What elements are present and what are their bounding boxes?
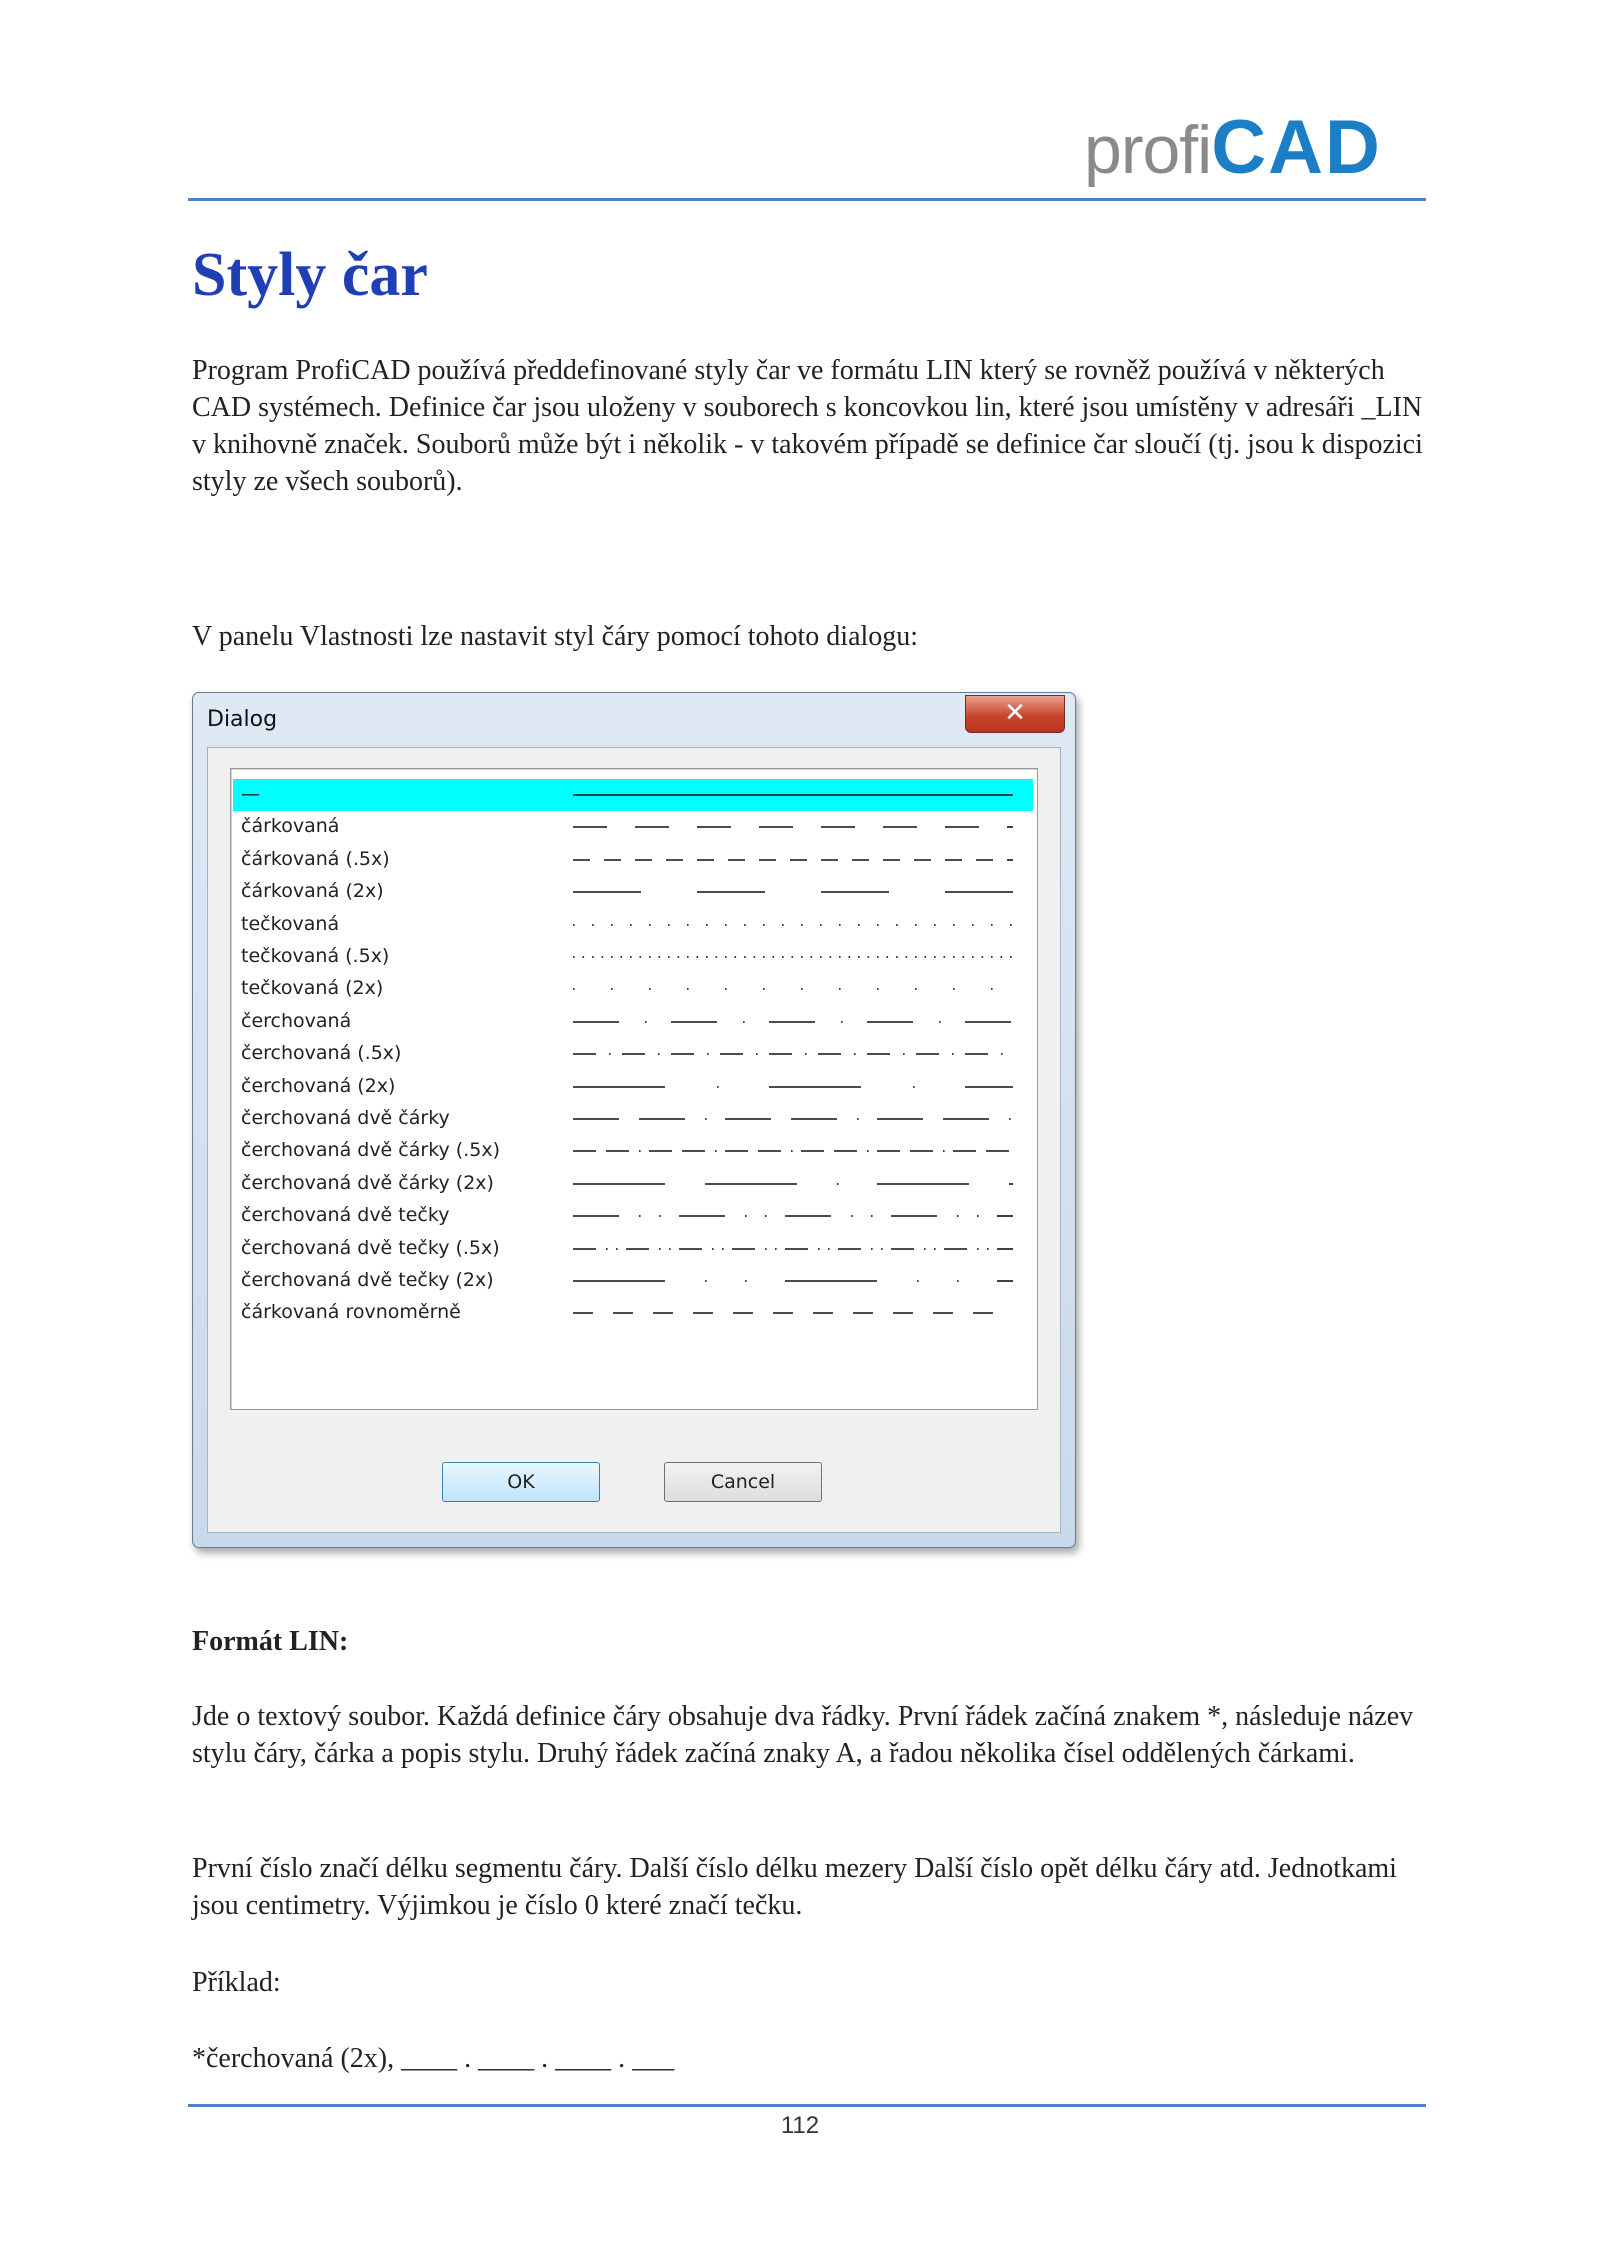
line-dot [649, 924, 651, 926]
line-dot [616, 1248, 618, 1250]
line-dot [735, 956, 737, 958]
line-dot [791, 1151, 793, 1153]
line-dot [830, 956, 832, 958]
line-dot [857, 1118, 859, 1120]
line-dot [982, 956, 984, 958]
line-dot [697, 956, 699, 958]
line-dot [756, 1053, 758, 1055]
line-dot [573, 956, 575, 958]
line-dot [1009, 1118, 1011, 1120]
line-dot [820, 924, 822, 926]
line-style-item[interactable] [233, 1297, 1033, 1329]
line-style-name: čárkovaná (.5x) [241, 847, 390, 870]
line-style-item[interactable] [233, 876, 1033, 908]
line-dot [917, 1280, 919, 1282]
line-dot [903, 1053, 905, 1055]
line-dot [765, 1248, 767, 1250]
line-dot [706, 956, 708, 958]
ok-button[interactable]: OK [442, 1462, 600, 1502]
line-dot [765, 1215, 767, 1217]
line-dot [725, 924, 727, 926]
line-style-preview [573, 876, 1013, 908]
line-style-name: čárkovaná (2x) [241, 880, 384, 903]
line-dot [707, 1053, 709, 1055]
line-style-item[interactable] [233, 973, 1033, 1005]
line-dot [715, 1151, 717, 1153]
line-dot [744, 924, 746, 926]
line-dot [801, 956, 803, 958]
line-dot [811, 956, 813, 958]
line-style-name: čerchovaná [241, 1009, 352, 1032]
line-dot [828, 1248, 830, 1250]
line-dot [925, 956, 927, 958]
line-dot [839, 956, 841, 958]
panel-paragraph: V panelu Vlastnosti lze nastavit styl čáry pomocí tohoto dialogu: [192, 621, 919, 652]
line-dot [987, 1248, 989, 1250]
line-dot [943, 1151, 945, 1153]
line-dot [678, 956, 680, 958]
line-dot [805, 1053, 807, 1055]
line-dot [621, 956, 623, 958]
line-style-name: tečkovaná (2x) [241, 977, 384, 1000]
line-style-preview [573, 779, 1013, 811]
line-dot [606, 1248, 608, 1250]
line-style-dialog [192, 692, 1076, 1548]
line-dot [775, 1248, 777, 1250]
footer-rule [188, 2104, 1426, 2107]
line-dot [991, 956, 993, 958]
line-dot [745, 1280, 747, 1282]
line-dot [1001, 1053, 1003, 1055]
line-style-item[interactable] [233, 779, 1033, 811]
line-style-item[interactable] [233, 1200, 1033, 1232]
line-style-item[interactable] [233, 1233, 1033, 1265]
line-dot [668, 924, 670, 926]
line-dot [630, 924, 632, 926]
line-dot [939, 1021, 941, 1023]
line-style-preview [573, 941, 1013, 973]
line-dot [573, 989, 575, 991]
line-dot [858, 924, 860, 926]
line-dot [868, 956, 870, 958]
line-dot [630, 956, 632, 958]
line-style-item[interactable] [233, 1103, 1033, 1135]
line-style-item[interactable] [233, 1071, 1033, 1103]
line-dot [611, 989, 613, 991]
logo-cad-text: CAD [1211, 105, 1382, 190]
line-style-preview [573, 1103, 1013, 1135]
line-dot [717, 1086, 719, 1088]
line-style-item[interactable] [233, 1006, 1033, 1038]
line-dot [658, 1053, 660, 1055]
line-dot [877, 956, 879, 958]
line-style-name: čerchovaná dvě tečky [241, 1204, 450, 1227]
line-style-item[interactable] [233, 941, 1033, 973]
line-dot [573, 924, 575, 926]
example-label: Příklad: [192, 1967, 281, 1998]
line-dot [659, 1248, 661, 1250]
line-style-name: čerchovaná (2x) [241, 1074, 396, 1097]
line-dot [705, 1118, 707, 1120]
line-style-item[interactable] [233, 1135, 1033, 1167]
line-style-item[interactable] [233, 1168, 1033, 1200]
page-title: Styly čar [192, 241, 428, 309]
line-dot [841, 1021, 843, 1023]
line-dot [716, 956, 718, 958]
line-dot [659, 956, 661, 958]
line-style-name: čerchovaná dvě čárky (2x) [241, 1171, 494, 1194]
line-style-item[interactable] [233, 909, 1033, 941]
line-dot [669, 1248, 671, 1250]
line-dot [871, 1215, 873, 1217]
intro-paragraph: Program ProfiCAD používá předdefinované styly čar ve formátu LIN který se rovněž používá v některých CAD systémech. Definice čar jsou uloženy v souborech s koncovkou lin, které jsou umístěny v adresáři _LIN v knihovně značek. Souborů může být i několik - v takovém případě se definice čar sloučí (tj. jsou k dispozici styly ze všech souborů). [192, 355, 1423, 497]
line-style-preview [573, 1168, 1013, 1200]
line-style-item[interactable] [233, 811, 1033, 843]
line-dot [763, 956, 765, 958]
format-heading: Formát LIN: [192, 1626, 349, 1657]
line-style-preview [573, 1135, 1013, 1167]
line-style-item[interactable] [233, 1265, 1033, 1297]
line-dot [977, 1248, 979, 1250]
line-style-list[interactable] [230, 768, 1038, 1410]
line-dot [639, 1151, 641, 1153]
line-dot [944, 956, 946, 958]
line-style-name: čerchovaná dvě čárky (.5x) [241, 1139, 500, 1162]
line-dot [592, 924, 594, 926]
line-dot [649, 956, 651, 958]
line-dot [957, 1215, 959, 1217]
line-dot [743, 1021, 745, 1023]
format-paragraph-2: První číslo značí délku segmentu čáry. Další číslo délku mezery Další číslo opět délku čáry atd. Jednotkami jsou centimetry. Výjimkou je číslo 0 které značí tečku. [192, 1853, 1397, 1921]
line-dot [896, 956, 898, 958]
line-dot [837, 1183, 839, 1185]
line-style-preview [573, 909, 1013, 941]
line-dot [839, 924, 841, 926]
line-dot [972, 956, 974, 958]
line-dot [706, 924, 708, 926]
line-style-preview [573, 1071, 1013, 1103]
line-style-name: čerchovaná (.5x) [241, 1042, 402, 1065]
line-dot [877, 924, 879, 926]
line-dot [801, 989, 803, 991]
line-dot [712, 1248, 714, 1250]
line-dot [792, 956, 794, 958]
line-style-name: — [241, 783, 260, 805]
format-paragraph-1: Jde o textový soubor. Každá definice čáry obsahuje dva řádky. První řádek začíná znakem *, následuje název stylu čáry, čárka a popis stylu. Druhý řádek začíná znaky A, a řadou několika čísel oddělených čárkami. [192, 1701, 1414, 1769]
line-dot [722, 1248, 724, 1250]
line-dot [991, 924, 993, 926]
line-style-name: tečkovaná (.5x) [241, 945, 390, 967]
line-dot [611, 924, 613, 926]
line-dot [896, 924, 898, 926]
dialog-title: Dialog [207, 707, 278, 732]
line-style-name: čárkovaná [241, 815, 340, 838]
line-dot [645, 1021, 647, 1023]
line-style-item[interactable] [233, 844, 1033, 876]
header-rule [188, 198, 1426, 201]
line-dot [1010, 956, 1012, 958]
line-dot [851, 1215, 853, 1217]
line-dot [906, 956, 908, 958]
line-dot [659, 1215, 661, 1217]
line-dot [782, 924, 784, 926]
line-dot [1010, 924, 1012, 926]
line-dot [592, 956, 594, 958]
line-dot [963, 956, 965, 958]
line-dot [820, 956, 822, 958]
line-dot [611, 956, 613, 958]
logo-profi-text: profi [1084, 112, 1212, 188]
line-dot [871, 1248, 873, 1250]
line-style-preview [573, 1265, 1013, 1297]
line-dot [649, 989, 651, 991]
page-number: 112 [780, 2112, 820, 2139]
line-style-preview [573, 1006, 1013, 1038]
line-dot [953, 924, 955, 926]
line-dot [640, 956, 642, 958]
line-style-preview [573, 811, 1013, 843]
line-dot [877, 989, 879, 991]
line-style-name: čárkovaná rovnoměrně [241, 1301, 461, 1324]
line-dot [639, 1215, 641, 1217]
line-dot [745, 1215, 747, 1217]
line-dot [854, 1053, 856, 1055]
line-dot [913, 1086, 915, 1088]
line-style-preview [573, 973, 1013, 1005]
line-dot [887, 956, 889, 958]
line-dot [818, 1248, 820, 1250]
line-dot [725, 956, 727, 958]
line-dot [915, 956, 917, 958]
line-dot [744, 956, 746, 958]
line-dot [687, 989, 689, 991]
dialog-client-area [207, 747, 1061, 1533]
line-style-item[interactable] [233, 1038, 1033, 1070]
line-dot [881, 1248, 883, 1250]
line-dot [705, 1280, 707, 1282]
line-dot [924, 1248, 926, 1250]
line-dot [915, 924, 917, 926]
close-icon: ✕ [1004, 698, 1026, 728]
line-dot [934, 924, 936, 926]
line-dot [839, 989, 841, 991]
line-dot [725, 989, 727, 991]
line-dot [953, 989, 955, 991]
line-dot [952, 1053, 954, 1055]
close-button[interactable] [965, 695, 1065, 733]
line-dot [801, 924, 803, 926]
line-style-name: tečkovaná [241, 912, 340, 935]
line-dot [763, 924, 765, 926]
line-dot [915, 989, 917, 991]
line-style-name: čerchovaná dvě tečky (.5x) [241, 1236, 500, 1259]
line-dot [991, 989, 993, 991]
line-dot [1001, 956, 1003, 958]
line-dot [858, 956, 860, 958]
line-dot [977, 1215, 979, 1217]
line-dot [782, 956, 784, 958]
line-style-preview [573, 1297, 1013, 1329]
proficad-logo [1084, 105, 1382, 190]
line-dot [934, 956, 936, 958]
line-dot [867, 1151, 869, 1153]
line-dot [972, 924, 974, 926]
line-style-preview [573, 1038, 1013, 1070]
line-style-preview [573, 1233, 1013, 1265]
line-dot [957, 1280, 959, 1282]
line-dot [602, 956, 604, 958]
line-style-name: čerchovaná dvě tečky (2x) [241, 1269, 494, 1291]
cancel-button[interactable]: Cancel [664, 1462, 822, 1502]
line-style-preview [573, 1200, 1013, 1232]
line-style-preview [573, 844, 1013, 876]
line-dot [773, 956, 775, 958]
line-dot [583, 956, 585, 958]
line-dot [687, 956, 689, 958]
line-dot [609, 1053, 611, 1055]
line-dot [953, 956, 955, 958]
line-dot [763, 989, 765, 991]
line-dot [754, 956, 756, 958]
line-style-name: čerchovaná dvě čárky [241, 1107, 450, 1129]
line-dot [668, 956, 670, 958]
line-dot [687, 924, 689, 926]
line-dot [849, 956, 851, 958]
line-dot [934, 1248, 936, 1250]
example-value: *čerchovaná (2x), ____ . ____ . ____ . ___ [192, 2043, 675, 2074]
